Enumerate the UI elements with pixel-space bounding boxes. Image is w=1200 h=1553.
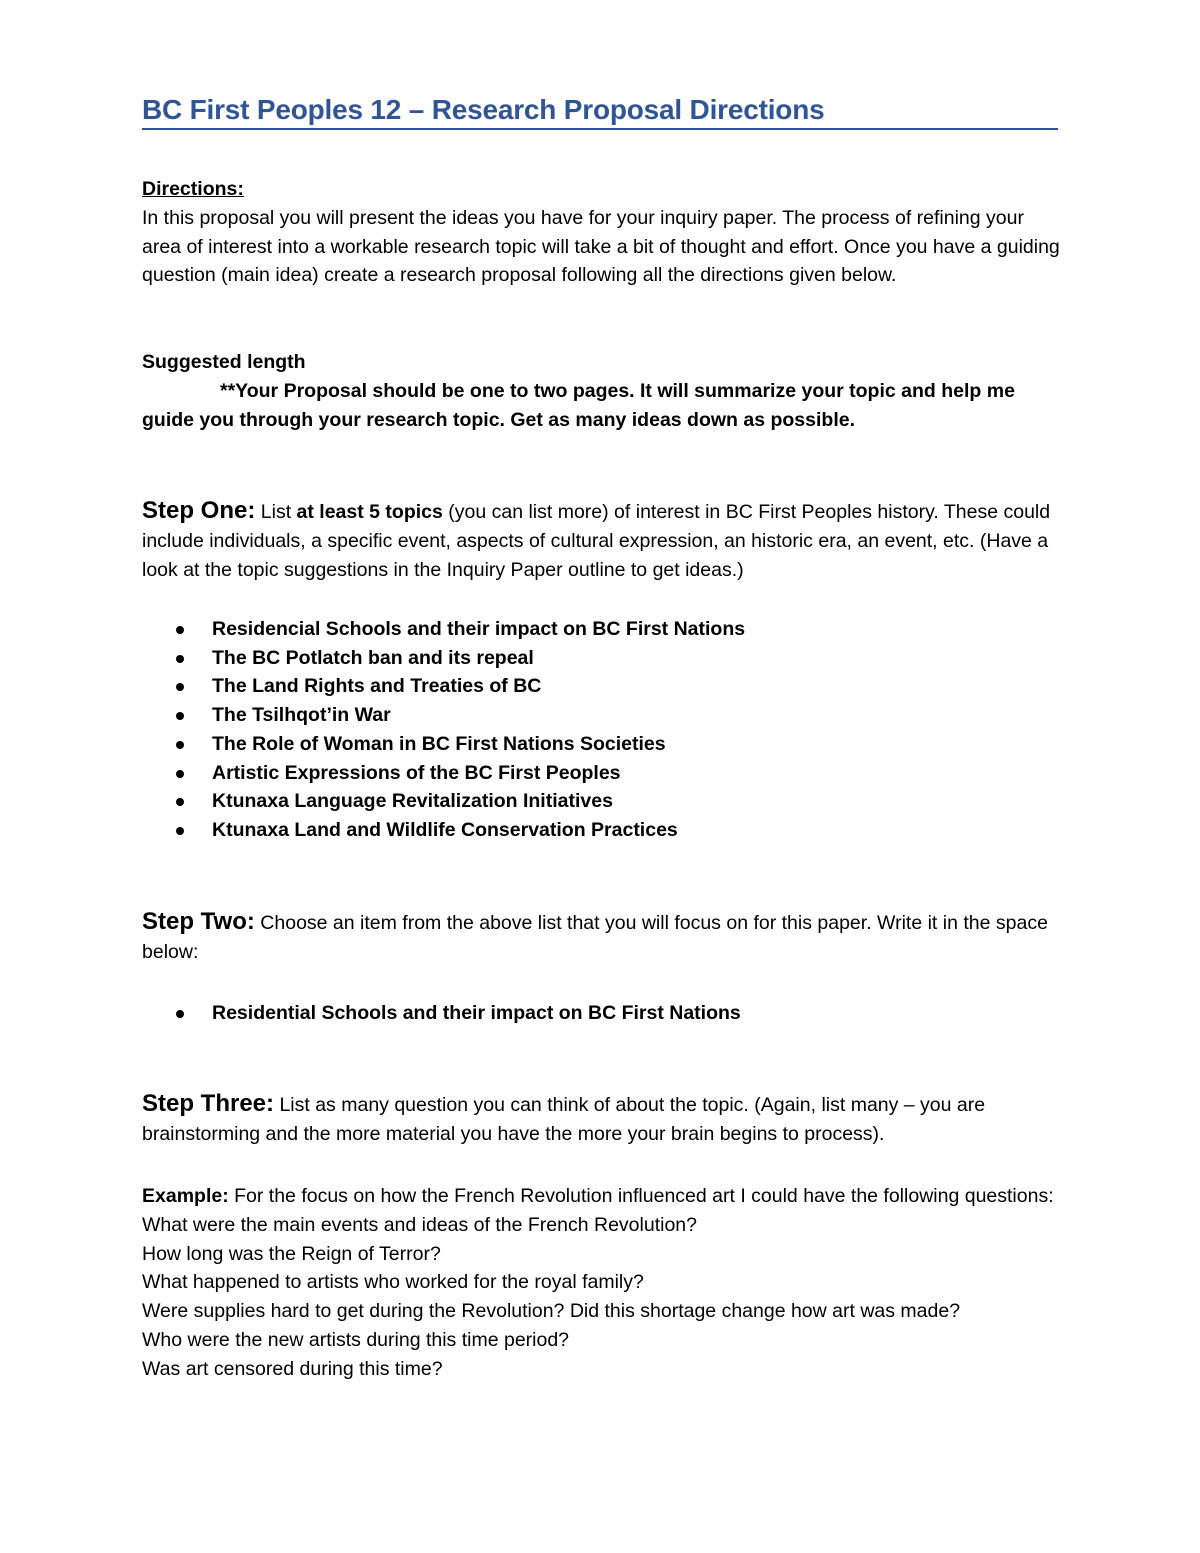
document-title: BC First Peoples 12 – Research Proposal Directions xyxy=(142,92,1058,130)
list-item: Ktunaxa Language Revitalization Initiatives xyxy=(142,787,1060,816)
example-question: Were supplies hard to get during the Revolution? Did this shortage change how art was made? xyxy=(142,1300,961,1323)
step-one-section xyxy=(142,497,1060,584)
step-one-text-post: (you can list more) of interest in BC First Peoples history. These could include individuals, a specific event, aspects of cultural expression, an historic era, an event, etc. (Have a look at the topic suggestions in the Inquiry Paper outline to get ideas.) xyxy=(142,501,1051,581)
step-two-paragraph xyxy=(142,908,1060,967)
example-question: How long was the Reign of Terror? xyxy=(142,1242,441,1265)
directions-heading: Directions: xyxy=(142,178,244,200)
step-one-heading: Step One: xyxy=(142,497,256,524)
suggested-length-heading: Suggested length xyxy=(142,351,306,373)
step-one-text-bold: at least 5 topics xyxy=(296,501,443,523)
example-question: What happened to artists who worked for the royal family? xyxy=(142,1271,644,1294)
step-three-paragraph xyxy=(142,1090,1060,1149)
step-three-text: List as many question you can think of about the topic. (Again, list many – you are brainstorming and the more material you have the more your brain begins to process). xyxy=(142,1094,986,1145)
step-two-heading: Step Two: xyxy=(142,908,255,935)
chosen-topic-list xyxy=(142,999,1060,1028)
example-text: For the focus on how the French Revolution influenced art I could have the following questions: xyxy=(234,1185,1054,1207)
example-question: What were the main events and ideas of the French Revolution? xyxy=(142,1213,697,1236)
list-item: The Land Rights and Treaties of BC xyxy=(142,672,1060,701)
step-three-section xyxy=(142,1090,1060,1149)
step-one-text-pre: List xyxy=(260,501,297,523)
example-question: Was art censored during this time? xyxy=(142,1357,443,1380)
example-paragraph xyxy=(142,1182,1060,1211)
list-item: The Tsilhqot’in War xyxy=(142,701,1060,730)
list-item: Ktunaxa Land and Wildlife Conservation Practices xyxy=(142,816,1060,845)
list-item: Residencial Schools and their impact on BC First Nations xyxy=(142,615,1060,644)
list-item: Artistic Expressions of the BC First Peoples xyxy=(142,759,1060,788)
suggested-length-section xyxy=(142,348,1060,434)
suggested-length-text: **Your Proposal should be one to two pages. It will summarize your topic and help me guide you through your research topic. Get as many ideas down as possible. xyxy=(142,379,1015,431)
list-item: The Role of Woman in BC First Nations Societies xyxy=(142,730,1060,759)
example-label: Example: xyxy=(142,1185,229,1207)
topic-list xyxy=(142,615,1060,845)
directions-text: In this proposal you will present the ideas you have for your inquiry paper. The process of refining your area of interest into a workable research topic will take a bit of thought and effort. Once you have a guiding question (main idea) create a research proposal following all the directions given below. xyxy=(142,206,1060,287)
list-item: The BC Potlatch ban and its repeal xyxy=(142,644,1060,673)
chosen-topic: Residential Schools and their impact on BC First Nations xyxy=(142,999,1060,1028)
step-two-section xyxy=(142,908,1060,967)
example-section xyxy=(142,1182,1060,1384)
step-two-text: Choose an item from the above list that you will focus on for this paper. Write it in the space below: xyxy=(142,912,1048,963)
directions-section xyxy=(142,175,1060,290)
example-question: Who were the new artists during this time period? xyxy=(142,1328,570,1351)
step-one-paragraph xyxy=(142,497,1060,584)
step-three-heading: Step Three: xyxy=(142,1090,275,1117)
